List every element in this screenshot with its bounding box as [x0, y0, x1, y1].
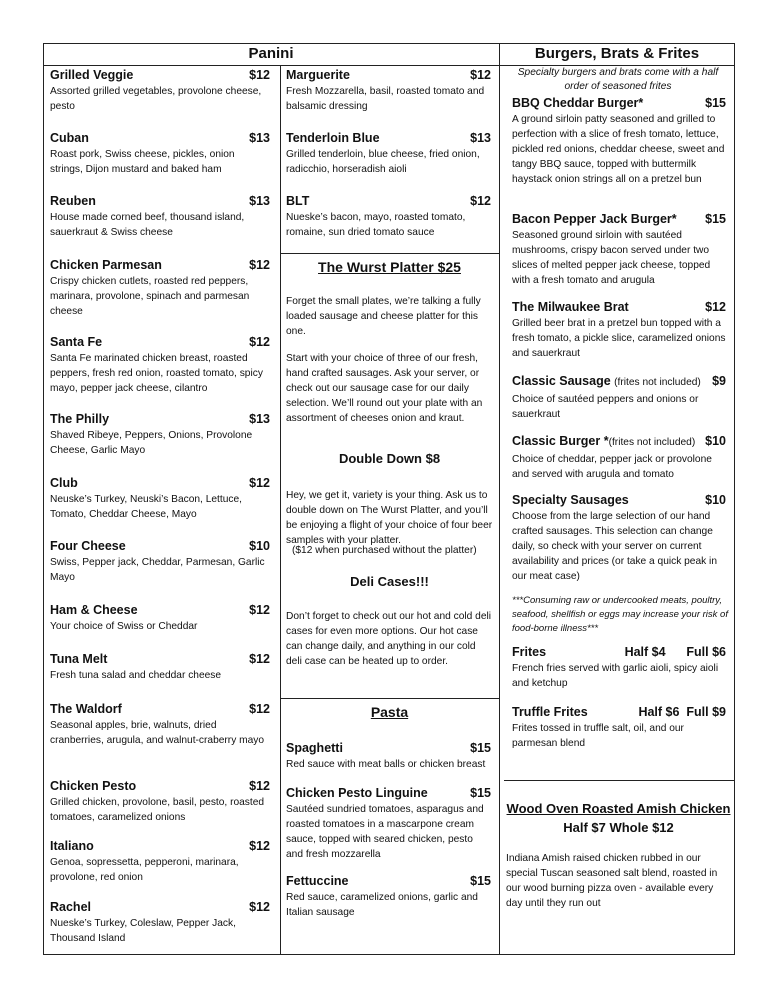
item-description: Seasoned ground sirloin with sautéed mushrooms, crispy bacon served under two slices of melted pepper jack cheese, topped with a fresh tomato and arugula: [512, 230, 711, 286]
pasta-heading: Pasta: [370, 704, 409, 720]
item-price: $13: [249, 412, 270, 426]
item-price: $12: [470, 68, 491, 82]
menu-item: [50, 411, 270, 458]
item-price: $15: [470, 874, 491, 888]
menu-item: [50, 475, 270, 522]
menu-item: [50, 538, 270, 585]
item-price: $9: [712, 374, 726, 388]
frites-item: [512, 644, 726, 691]
item-price: $12: [249, 603, 270, 617]
burgers-heading: Burgers, Brats & Frites: [534, 45, 700, 62]
full-price: Full $9: [686, 705, 726, 719]
item-name: BLT: [286, 194, 310, 208]
menu-item: [286, 193, 491, 240]
item-name: Rachel: [50, 900, 91, 914]
item-description: Grilled tenderloin, blue cheese, fried onion, radicchio, horseradish aioli: [286, 149, 480, 175]
item-name: Bacon Pepper Jack Burger*: [512, 212, 677, 226]
chicken-title: Wood Oven Roasted Amish Chicken: [506, 801, 731, 816]
menu-item: [512, 211, 726, 288]
panini-divider: [280, 65, 281, 955]
item-description: Red sauce with meat balls or chicken breast: [286, 759, 486, 770]
menu-item: [50, 257, 270, 319]
item-description: A ground sirloin patty seasoned and grilled to perfection with a slice of fresh tomato, lettuce, pickled red onions, cheddar cheese, sweet and tangy BBQ sauce, topped with buttermilk haystack onion strings all on a pretzel bun: [512, 114, 725, 185]
truffle-frites-item: [512, 704, 726, 751]
menu-item: [50, 899, 270, 946]
item-name: Frites: [512, 645, 547, 659]
full-price: Full $6: [686, 645, 726, 659]
item-price: $15: [470, 786, 491, 800]
panini-heading: Panini: [248, 45, 294, 62]
menu-item: [512, 373, 726, 422]
menu-item: [50, 701, 270, 748]
item-name: Classic Sausage: [512, 374, 611, 388]
item-name: The Philly: [50, 412, 110, 426]
item-price: $13: [249, 194, 270, 208]
chicken-description: Indiana Amish raised chicken rubbed in our special Tuscan seasoned salt blend, roasted in our wood burning pizza oven - available every day until they run out: [506, 853, 718, 909]
item-description: Choose from the large selection of our hand crafted sausages. This selection can change daily, so check with your server on current availability and prices (or take a quick peak in our meat case): [512, 511, 717, 582]
pasta-box-top: [280, 698, 499, 699]
item-description: Sautéed sundried tomatoes, asparagus and roasted tomatoes in a mascarpone cream sauce, topped with seared chicken, pesto and fresh mozzarella: [286, 804, 484, 860]
item-name: Chicken Pesto: [50, 779, 137, 793]
deli-text: Don’t forget to check out our hot and cold deli cases for even more options. Our hot case can change daily, and anything in our cold deli case can be heated up to order.: [286, 611, 492, 667]
item-name: Classic Burger *: [512, 434, 609, 448]
item-description: Grilled beer brat in a pretzel bun topped with a fresh tomato, a pickle slice, caramelized onions and sauerkraut: [512, 318, 726, 359]
wurst-details: Start with your choice of three of our fresh, hand crafted sausages. Ask your server, or check out our sausage case for our daily selection. We’ll round out your plate with an assortment of cheeses onion and kraut.: [286, 353, 483, 424]
menu-item: [50, 778, 270, 825]
item-name: The Milwaukee Brat: [512, 300, 629, 314]
double-down-title: Double Down $8: [338, 451, 441, 466]
menu-item: [50, 334, 270, 396]
item-price: $12: [249, 68, 270, 82]
item-description: Crispy chicken cutlets, roasted red peppers, marinara, provolone, spinach and parmesan cheese: [50, 276, 250, 317]
item-price: $10: [705, 493, 726, 507]
item-price: $12: [249, 702, 270, 716]
item-name: Grilled Veggie: [50, 68, 134, 82]
menu-item: [50, 130, 270, 177]
item-note: (frites not included): [608, 437, 696, 448]
menu-item: [286, 67, 491, 114]
half-price: Half $4: [624, 645, 666, 659]
menu-item: [50, 651, 270, 683]
item-name: Specialty Sausages: [512, 493, 629, 507]
item-description: Swiss, Pepper jack, Cheddar, Parmesan, Garlic Mayo: [50, 557, 265, 583]
item-name: BBQ Cheddar Burger*: [512, 96, 644, 110]
item-name: Truffle Frites: [512, 705, 588, 719]
item-description: Your choice of Swiss or Cheddar: [50, 621, 198, 632]
item-price: $12: [705, 300, 726, 314]
menu-item: [50, 838, 270, 885]
chicken-prices: Half $7 Whole $12: [563, 820, 674, 835]
item-description: House made corned beef, thousand island, sauerkraut & Swiss cheese: [50, 212, 245, 238]
item-price: $10: [249, 539, 270, 553]
item-name: Santa Fe: [50, 335, 103, 349]
item-description: French fries served with garlic aioli, spicy aioli and ketchup: [512, 663, 719, 689]
item-name: Ham & Cheese: [50, 603, 138, 617]
menu-item: [512, 299, 726, 361]
item-description: Fresh tuna salad and cheddar cheese: [50, 670, 222, 681]
item-note: (frites not included): [614, 377, 701, 388]
item-description: Neuske’s Turkey, Neuski’s Bacon, Lettuce, Tomato, Cheddar Cheese, Mayo: [50, 494, 242, 520]
item-description: Genoa, sopressetta, pepperoni, marinara, provolone, red onion: [50, 857, 239, 883]
item-description: Seasonal apples, brie, walnuts, dried cranberries, arugula, and walnut-craberry mayo: [50, 720, 265, 746]
menu-item: [286, 130, 491, 177]
menu-item: [50, 193, 270, 240]
item-price: $12: [249, 335, 270, 349]
item-price: $12: [249, 652, 270, 666]
item-price: $13: [470, 131, 491, 145]
item-price: $12: [249, 839, 270, 853]
item-description: Assorted grilled vegetables, provolone cheese, pesto: [50, 86, 262, 112]
menu-item: [286, 740, 491, 772]
double-down-note: ($12 when purchased without the platter): [292, 545, 477, 556]
deli-title: Deli Cases!!!: [350, 574, 429, 589]
item-name: Marguerite: [286, 68, 350, 82]
item-name: Cuban: [50, 131, 89, 145]
item-description: Nueske’s Turkey, Coleslaw, Pepper Jack, Thousand Island: [50, 918, 236, 944]
item-description: Grilled chicken, provolone, basil, pesto, roasted tomatoes, caramelized onions: [50, 797, 265, 823]
menu-item: [512, 433, 726, 482]
half-price: Half $6: [638, 705, 680, 719]
menu-item: [512, 492, 726, 584]
double-down-text: Hey, we get it, variety is your thing. Ask us to double down on The Wurst Platter, and you’ll be enjoying a flight of your choice of four beer samples with your platter.: [286, 490, 493, 546]
item-description: Choice of cheddar, pepper jack or provolone and served with arugula and tomato: [512, 454, 712, 480]
item-price: $15: [705, 96, 726, 110]
item-description: Nueske’s bacon, mayo, roasted tomato, romaine, sun dried tomato sauce: [286, 212, 466, 238]
item-price: $12: [470, 194, 491, 208]
item-price: $12: [249, 258, 270, 272]
item-price: $12: [249, 779, 270, 793]
item-price: $10: [705, 434, 726, 448]
wurst-box-top: [280, 253, 499, 254]
item-price: $15: [470, 741, 491, 755]
item-description: Shaved Ribeye, Peppers, Onions, Provolone Cheese, Garlic Mayo: [50, 430, 253, 456]
menu-item: [512, 95, 726, 187]
menu-item: [286, 873, 491, 920]
item-price: $12: [249, 900, 270, 914]
wurst-title: The Wurst Platter $25: [318, 259, 461, 275]
item-name: Fettuccine: [286, 874, 349, 888]
item-name: Chicken Parmesan: [50, 258, 162, 272]
menu-item: [50, 67, 270, 114]
item-description: Roast pork, Swiss cheese, pickles, onion strings, Dijon mustard and baked ham: [50, 149, 235, 175]
column-divider: [499, 43, 500, 955]
food-warning: ***Consuming raw or undercooked meats, poultry, seafood, shellfish or eggs may increase your risk of food-borne illness***: [512, 595, 728, 634]
item-name: Spaghetti: [286, 741, 343, 755]
item-name: Four Cheese: [50, 539, 126, 553]
item-name: Reuben: [50, 194, 96, 208]
item-name: Italiano: [50, 839, 94, 853]
menu-item: [50, 602, 270, 634]
item-name: Tuna Melt: [50, 652, 108, 666]
item-description: Frites tossed in truffle salt, oil, and our parmesan blend: [512, 723, 684, 749]
chicken-box-top: [504, 780, 735, 781]
item-price: $13: [249, 131, 270, 145]
item-description: Choice of sautéed peppers and onions or sauerkraut: [512, 394, 699, 420]
item-description: Santa Fe marinated chicken breast, roasted peppers, fresh red onion, roasted tomato, spicy mayo, pepper jack cheese, cilantro: [50, 353, 263, 394]
item-description: Fresh Mozzarella, basil, roasted tomato and balsamic dressing: [286, 86, 485, 112]
item-price: $12: [249, 476, 270, 490]
item-name: Tenderloin Blue: [286, 131, 380, 145]
item-description: Red sauce, caramelized onions, garlic and Italian sausage: [286, 892, 478, 918]
item-price: $15: [705, 212, 726, 226]
burgers-subtitle: Specialty burgers and brats come with a half order of seasoned frites: [517, 67, 719, 92]
wurst-intro: Forget the small plates, we’re talking a fully loaded sausage and cheese platter for this one.: [286, 296, 481, 337]
item-name: The Waldorf: [50, 702, 122, 716]
item-name: Chicken Pesto Linguine: [286, 786, 428, 800]
menu-item: [286, 785, 491, 862]
item-name: Club: [50, 476, 78, 490]
